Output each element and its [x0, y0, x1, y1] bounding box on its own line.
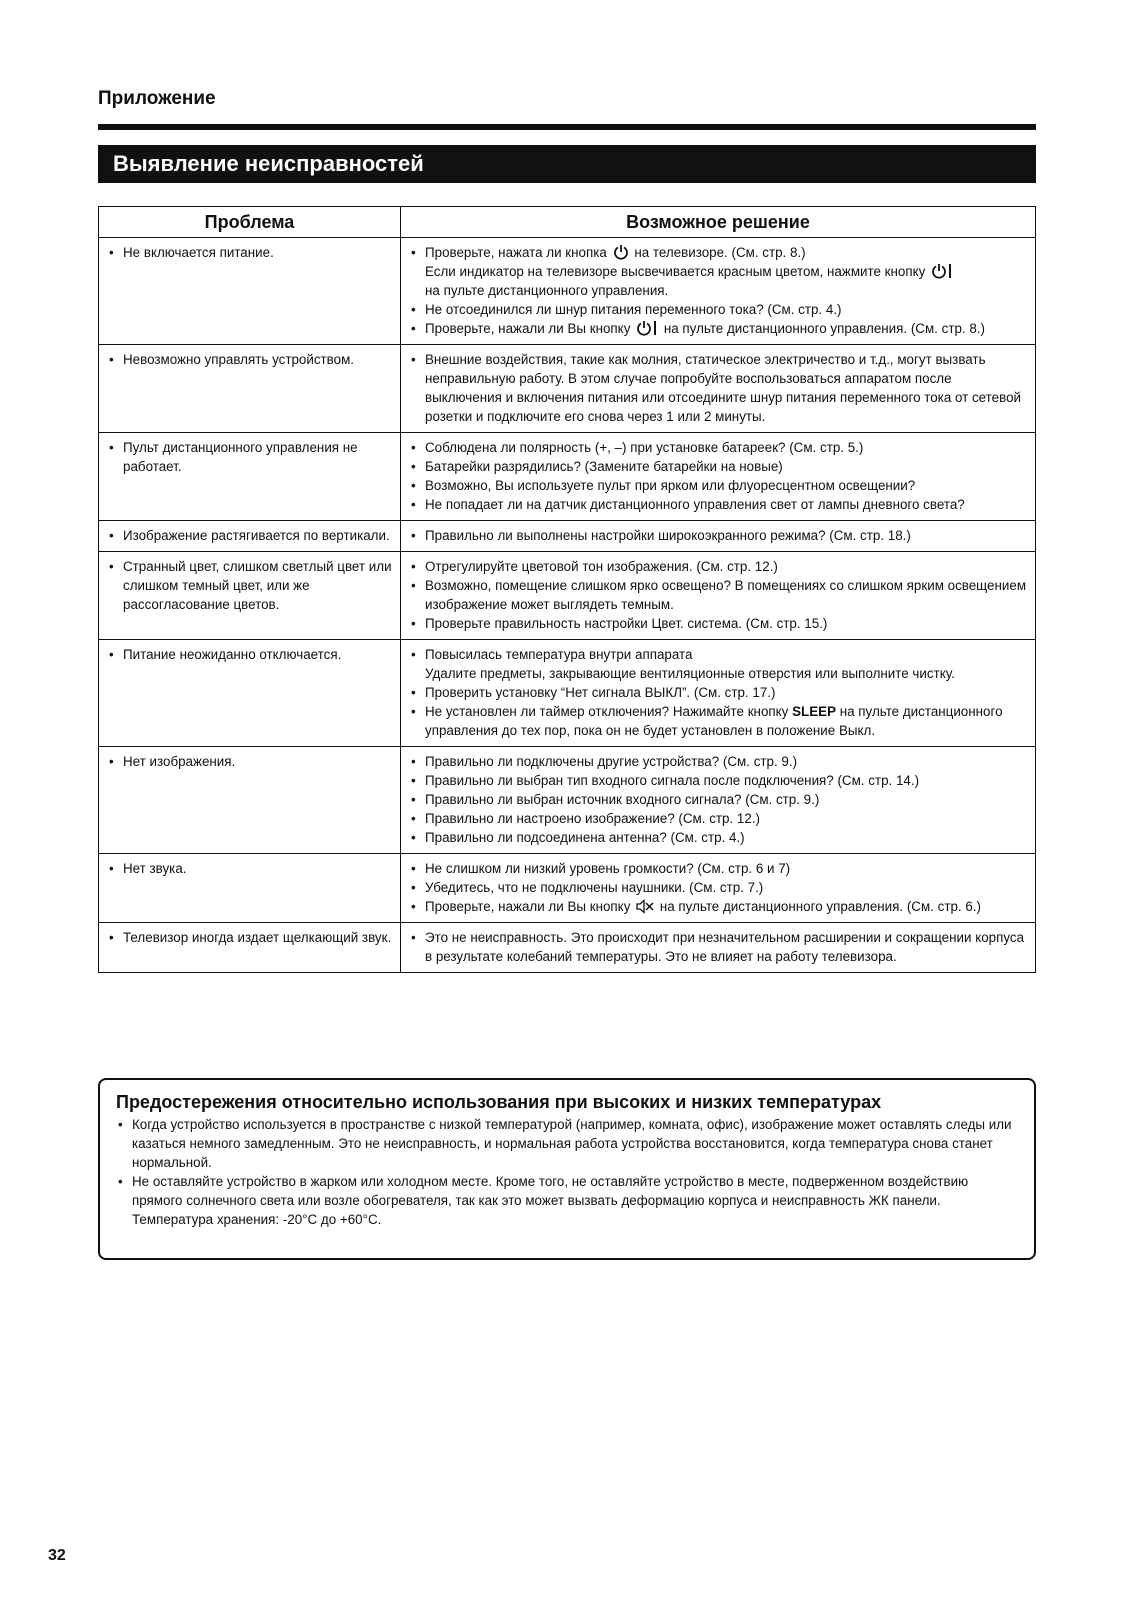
- solution-text: Удалите предметы, закрывающие вентиляционные отверстия или выполните чистку.: [425, 666, 955, 681]
- temperature-warning-box: [98, 1078, 1036, 1260]
- solution-item: • Не слишком ли низкий уровень громкости? (См. стр. 6 и 7): [407, 859, 1029, 878]
- solution-cell: [401, 345, 1036, 433]
- solution-item: • Это не неисправность. Это происходит при незначительном расширении и сокращении корпуса в результате колебаний температуры. Это не влияет на работу телевизора.: [407, 928, 1029, 966]
- problem-text: • Изображение растягивается по вертикали.: [105, 526, 394, 545]
- solution-item: • Правильно ли подсоединена антенна? (См. стр. 4.): [407, 828, 1029, 847]
- solution-cell: [401, 747, 1036, 854]
- problem-cell: [99, 854, 401, 923]
- solution-item: • Отрегулируйте цветовой тон изображения. (См. стр. 12.): [407, 557, 1029, 576]
- solution-text: Проверьте, нажали ли Вы кнопку: [425, 321, 631, 336]
- solution-item: [407, 897, 1029, 916]
- section-label: Приложение: [98, 88, 216, 109]
- header-rule: [98, 124, 1036, 130]
- problem-text: • Нет изображения.: [105, 752, 394, 771]
- problem-text: • Пульт дистанционного управления не работает.: [105, 438, 394, 476]
- solution-cell: [401, 923, 1036, 973]
- power-icon: [613, 244, 629, 260]
- solution-item: [407, 243, 1029, 300]
- table-row: [99, 747, 1036, 854]
- solution-item: • Правильно ли выбран тип входного сигнала после подключения? (См. стр. 14.): [407, 771, 1029, 790]
- solution-cell: [401, 433, 1036, 521]
- solution-item: [407, 702, 1029, 740]
- solution-item: • Убедитесь, что не подключены наушники. (См. стр. 7.): [407, 878, 1029, 897]
- solution-cell: [401, 552, 1036, 640]
- problem-cell: [99, 552, 401, 640]
- solution-text: на пульте дистанционного управления. (См. стр. 6.): [659, 899, 981, 914]
- problem-cell: [99, 433, 401, 521]
- solution-text: Проверьте, нажата ли кнопка: [425, 245, 607, 260]
- problem-cell: [99, 345, 401, 433]
- problem-cell: [99, 238, 401, 345]
- problem-text: • Нет звука.: [105, 859, 394, 878]
- problem-text: • Странный цвет, слишком светлый цвет или слишком темный цвет, или же рассогласование цветов.: [105, 557, 394, 614]
- solution-item: • Батарейки разрядились? (Замените батарейки на новые): [407, 457, 1029, 476]
- problem-cell: [99, 521, 401, 552]
- solution-item: • Проверить установку “Нет сигнала ВЫКЛ”. (См. стр. 17.): [407, 683, 1029, 702]
- sleep-button-label: SLEEP: [792, 704, 836, 719]
- storage-temperature: Температура хранения: -20°C до +60°C.: [132, 1212, 382, 1227]
- solution-cell: [401, 238, 1036, 345]
- column-header-problem: Проблема: [99, 207, 401, 238]
- solution-item: • Возможно, Вы используете пульт при ярком или флуоресцентном освещении?: [407, 476, 1029, 495]
- page-number: 32: [48, 1547, 66, 1564]
- problem-text: • Не включается питание.: [105, 243, 394, 262]
- solution-item: • Не попадает ли на датчик дистанционного управления свет от лампы дневного света?: [407, 495, 1029, 514]
- warning-text: Не оставляйте устройство в жарком или холодном месте. Кроме того, не оставляйте устройство в месте, подверженном воздействию прямого солнечного света или возле обогревателя, так как это может вызвать деформацию корпуса и неисправность ЖК панели.: [132, 1174, 969, 1208]
- solution-item: • Соблюдена ли полярность (+, –) при установке батареек? (См. стр. 5.): [407, 438, 1029, 457]
- solution-item: [407, 645, 1029, 683]
- page-title: Выявление неисправностей: [98, 145, 1036, 183]
- table-row: [99, 640, 1036, 747]
- table-row: [99, 552, 1036, 640]
- solution-text: Не установлен ли таймер отключения? Нажимайте кнопку: [425, 704, 789, 719]
- problem-text: • Телевизор иногда издает щелкающий звук.: [105, 928, 394, 947]
- solution-text: Проверьте, нажали ли Вы кнопку: [425, 899, 631, 914]
- problem-cell: [99, 747, 401, 854]
- table-row: [99, 345, 1036, 433]
- solution-item: • Не отсоединился ли шнур питания переменного тока? (См. стр. 4.): [407, 300, 1029, 319]
- solution-text: на телевизоре. (См. стр. 8.): [634, 245, 806, 260]
- table-row: [99, 521, 1036, 552]
- warning-title: Предостережения относительно использования при высоких и низких температурах: [116, 1092, 882, 1112]
- solution-item: • Правильно ли подключены другие устройства? (См. стр. 9.): [407, 752, 1029, 771]
- problem-cell: [99, 640, 401, 747]
- solution-text: на пульте дистанционного управления. (См. стр. 8.): [663, 321, 985, 336]
- mute-icon: [636, 899, 654, 914]
- solution-text: на пульте дистанционного управления до тех пор, пока он не будет установлен в положение Выкл.: [425, 704, 1003, 738]
- power-standby-icon: [931, 263, 953, 279]
- solution-text: на пульте дистанционного управления.: [425, 283, 669, 298]
- solution-item: • Правильно ли выбран источник входного сигнала? (См. стр. 9.): [407, 790, 1029, 809]
- solution-item: • Правильно ли выполнены настройки широкоэкранного режима? (См. стр. 18.): [407, 526, 1029, 545]
- table-row: [99, 238, 1036, 345]
- problem-cell: [99, 923, 401, 973]
- solution-item: • Внешние воздействия, такие как молния, статическое электричество и т.д., могут вызвать неправильную работу. В этом случае попробуйте воспользоваться аппаратом после выключения и включения питания или отсоедините шнур питания переменного тока от сетевой розетки и подключите его снова через 1 или 2 минуты.: [407, 350, 1029, 426]
- column-header-solution: Возможное решение: [401, 207, 1036, 238]
- solution-text: Повысилась температура внутри аппарата: [425, 647, 693, 662]
- troubleshooting-table: [98, 206, 1036, 973]
- solution-item: [407, 319, 1029, 338]
- warning-item: [116, 1172, 1018, 1229]
- solution-cell: [401, 854, 1036, 923]
- power-standby-icon: [636, 320, 658, 336]
- solution-text: Если индикатор на телевизоре высвечивается красным цветом, нажмите кнопку: [425, 264, 926, 279]
- solution-item: • Правильно ли настроено изображение? (См. стр. 12.): [407, 809, 1029, 828]
- warning-item: • Когда устройство используется в пространстве с низкой температурой (например, комната, офис), изображение может оставлять следы или казаться немного замедленным. Это не неисправность, и нормальная работа устройства восстановится, когда температура снова станет нормальной.: [116, 1115, 1018, 1172]
- solution-cell: [401, 640, 1036, 747]
- table-header-row: [99, 207, 1036, 238]
- problem-text: • Невозможно управлять устройством.: [105, 350, 394, 369]
- table-row: [99, 854, 1036, 923]
- table-row: [99, 433, 1036, 521]
- table-row: [99, 923, 1036, 973]
- solution-item: • Возможно, помещение слишком ярко освещено? В помещениях со слишком ярким освещением изображение может выглядеть темным.: [407, 576, 1029, 614]
- solution-cell: [401, 521, 1036, 552]
- problem-text: • Питание неожиданно отключается.: [105, 645, 394, 664]
- solution-item: • Проверьте правильность настройки Цвет. система. (См. стр. 15.): [407, 614, 1029, 633]
